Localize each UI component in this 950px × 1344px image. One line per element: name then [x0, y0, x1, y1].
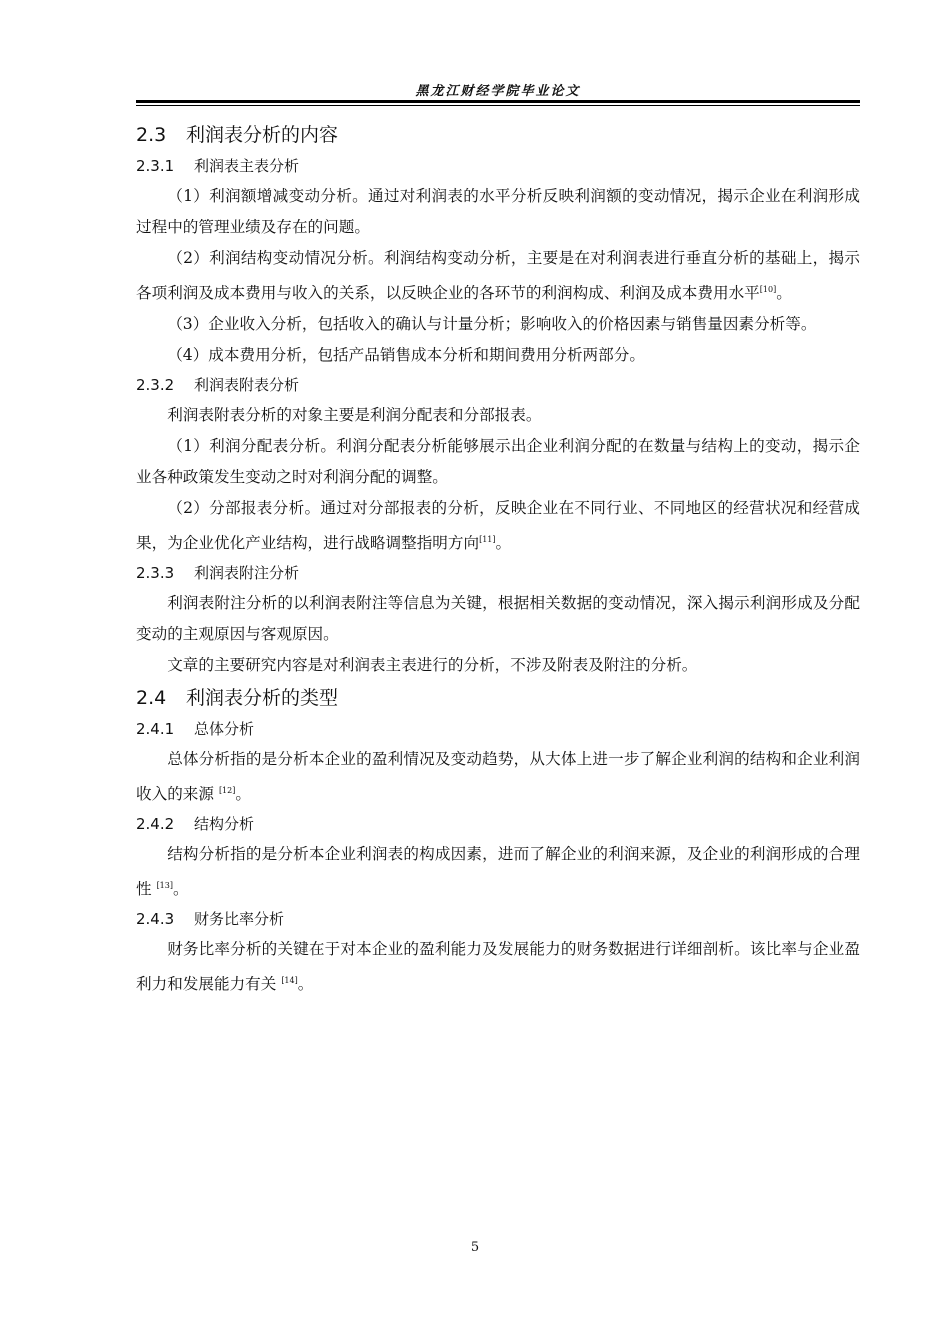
citation: [12] — [218, 786, 236, 795]
paragraph-end: 。 — [172, 880, 189, 898]
paragraph-end: 。 — [776, 284, 792, 302]
subsection-number: 2.4.1 — [136, 720, 175, 738]
citation: [13] — [156, 881, 173, 890]
citation: [10] — [759, 285, 777, 294]
section-title: 利润表分析的内容 — [186, 124, 339, 146]
subsection-heading — [136, 152, 860, 181]
paragraph — [136, 934, 860, 1000]
subsection-heading — [136, 371, 860, 400]
subsection-number: 2.3.2 — [136, 376, 175, 394]
subsection-title: 利润表主表分析 — [194, 157, 300, 175]
paragraph: （4）成本费用分析，包括产品销售成本分析和期间费用分析两部分。 — [167, 346, 645, 364]
subsection-heading — [136, 905, 860, 934]
paragraph-text: 总体分析指的是分析本企业的盈利情况及变动趋势，从大体上进一步了解企业利润的结构和企业利润收入的来源 — [136, 750, 860, 803]
paragraph-text: （2）分部报表分析。通过对分部报表的分析，反映企业在不同行业、不同地区的经营状况和经营成果，为企业优化产业结构，进行战略调整指明方向 — [136, 499, 860, 552]
subsection-heading — [136, 559, 860, 588]
paragraph: 利润表附表分析的对象主要是利润分配表和分部报表。 — [167, 406, 542, 424]
paragraph-text: 财务比率分析的关键在于对本企业的盈利能力及发展能力的财务数据进行详细剖析。该比率与企业盈利力和发展能力有关 — [136, 940, 860, 993]
citation: [14] — [281, 976, 298, 985]
paragraph-end: 。 — [297, 975, 314, 993]
subsection-title: 利润表附注分析 — [194, 564, 300, 582]
paragraph — [136, 493, 860, 559]
subsection-number: 2.4.2 — [136, 815, 175, 833]
paragraph-end: 。 — [235, 785, 251, 803]
subsection-title: 财务比率分析 — [194, 910, 285, 928]
paragraph: （1）利润额增减变动分析。通过对利润表的水平分析反映利润额的变动情况，揭示企业在利润形成过程中的管理业绩及存在的问题。 — [136, 187, 860, 236]
running-header: 黑龙江财经学院毕业论文 — [415, 84, 581, 99]
page-body — [136, 118, 860, 1000]
section-heading — [136, 118, 860, 152]
section-number: 2.4 — [136, 687, 167, 709]
subsection-number: 2.4.3 — [136, 910, 175, 928]
subsection-title: 总体分析 — [194, 720, 255, 738]
paragraph-end: 。 — [495, 534, 512, 552]
paragraph-text: 结构分析指的是分析本企业利润表的构成因素，进而了解企业的利润来源，及企业的利润形成的合理性 — [136, 845, 860, 898]
header-rule-thick — [136, 100, 860, 103]
page-number: 5 — [470, 1240, 480, 1255]
paragraph: 利润表附注分析的以利润表附注等信息为关键，根据相关数据的变动情况，深入揭示利润形成及分配变动的主观原因与客观原因。 — [136, 594, 860, 643]
paragraph: （3）企业收入分析，包括收入的确认与计量分析；影响收入的价格因素与销售量因素分析等。 — [167, 315, 817, 333]
citation: [11] — [479, 535, 496, 544]
subsection-heading — [136, 810, 860, 839]
subsection-heading — [136, 715, 860, 744]
paragraph-text: （2）利润结构变动情况分析。利润结构变动分析，主要是在对利润表进行垂直分析的基础上，揭示各项利润及成本费用与收入的关系，以反映企业的各环节的利润构成、利润及成本费用水平 — [136, 249, 860, 302]
section-number: 2.3 — [136, 124, 167, 146]
section-title: 利润表分析的类型 — [186, 687, 339, 709]
subsection-number: 2.3.1 — [136, 157, 175, 175]
paragraph — [136, 839, 860, 905]
subsection-title: 利润表附表分析 — [194, 376, 300, 394]
subsection-title: 结构分析 — [194, 815, 255, 833]
paragraph — [136, 243, 860, 309]
subsection-number: 2.3.3 — [136, 564, 175, 582]
header-rule-thin — [136, 105, 860, 106]
paragraph: 文章的主要研究内容是对利润表主表进行的分析，不涉及附表及附注的分析。 — [167, 656, 698, 674]
paragraph: （1）利润分配表分析。利润分配表分析能够展示出企业利润分配的在数量与结构上的变动，揭示企业各种政策发生变动之时对利润分配的调整。 — [136, 437, 860, 486]
paragraph — [136, 744, 860, 810]
section-heading — [136, 681, 860, 715]
